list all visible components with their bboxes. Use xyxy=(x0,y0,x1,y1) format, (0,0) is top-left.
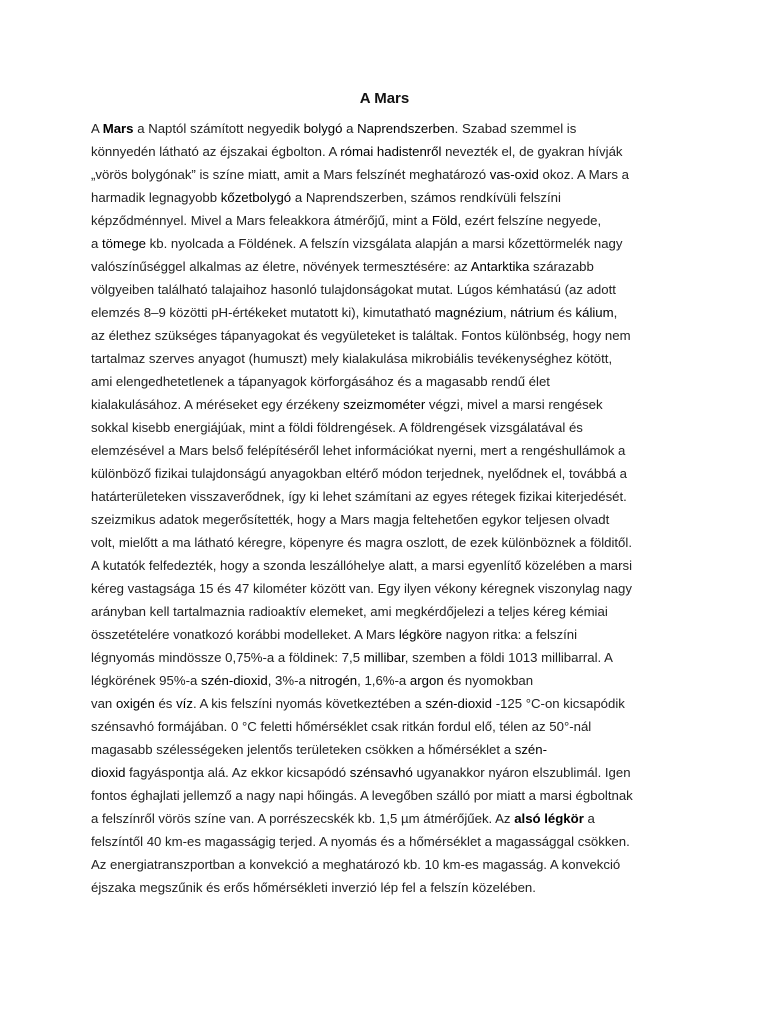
text-line xyxy=(91,531,678,554)
text-line xyxy=(91,255,678,278)
text-segment: légnyomás mindössze 0,75%-a a földinek: 7,5 xyxy=(91,650,364,665)
text-line xyxy=(91,462,678,485)
text-segment: és xyxy=(554,305,576,320)
text-line xyxy=(91,623,678,646)
text-line xyxy=(91,554,678,577)
text-segment: Az energiatranszportban a konvekció a meghatározó kb. 10 km-es magasság. A konvekció xyxy=(91,857,621,872)
text-line xyxy=(91,784,678,807)
text-segment: fontos éghajlati jellemző a nagy napi hőingás. A levegőben szálló por miatt a marsi égboltnak xyxy=(91,788,633,803)
keyword-link[interactable]: tömege xyxy=(102,236,146,251)
text-segment: , xyxy=(613,305,618,320)
text-segment: , szemben a földi 1013 millibarral. A xyxy=(404,650,613,665)
text-line xyxy=(91,876,678,899)
text-line xyxy=(91,439,678,462)
text-segment: a felszínről vörös színe van. A porrészecskék kb. 1,5 µm átmérőjűek. Az xyxy=(91,811,515,826)
text-line xyxy=(91,830,678,853)
text-segment: felszíntől 40 km-es magasságig terjed. A nyomás és a hőmérséklet a magassággal csökken. xyxy=(91,834,630,849)
keyword-link[interactable]: vas-oxid xyxy=(489,167,539,182)
text-line xyxy=(91,347,678,370)
text-line xyxy=(91,278,678,301)
text-line xyxy=(91,393,678,416)
text-segment: sokkal kisebb energiájúak, mint a földi földrengések. A földrengések vizsgálatával és xyxy=(91,420,583,435)
text-segment: harmadik legnagyobb xyxy=(91,190,221,205)
text-segment: ugyanakkor nyáron elszublimál. Igen xyxy=(412,765,631,780)
keyword-link[interactable]: magnézium xyxy=(434,305,503,320)
text-segment: képződménnyel. Mivel a Mars feleakkora átmérőjű, mint a xyxy=(91,213,432,228)
text-line xyxy=(91,209,678,232)
text-line xyxy=(91,761,678,784)
keyword-link[interactable]: dioxid xyxy=(91,765,126,780)
text-segment: és nyomokban xyxy=(443,673,534,688)
text-line xyxy=(91,692,678,715)
text-segment: a xyxy=(342,121,358,136)
keyword-link[interactable]: szén- xyxy=(514,742,547,757)
text-segment: szárazabb xyxy=(529,259,594,274)
keyword-link[interactable]: argon xyxy=(409,673,444,688)
text-line xyxy=(91,738,678,761)
text-line xyxy=(91,416,678,439)
text-segment: nagyon ritka: a felszíni xyxy=(442,627,578,642)
text-segment: végzi, mivel a marsi rengések xyxy=(425,397,603,412)
text-segment: volt, mielőtt a ma látható kéregre, köpenyre és magra oszlott, de ezek különböznek a földitől. xyxy=(91,535,632,550)
text-segment: különböző fizikai tulajdonságú anyagokban eltérő módon terjednek, nyelődnek el, továbbá a xyxy=(91,466,627,481)
text-segment: a xyxy=(583,811,595,826)
text-line xyxy=(91,600,678,623)
text-segment: határterületeken visszaverődnek, így ki lehet számítani az egyes rétegek fizikai kiterjedését. xyxy=(91,489,627,504)
article-body xyxy=(91,117,678,899)
text-segment: „vörös bolygónak” is színe miatt, amit a Mars felszínét meghatározó xyxy=(91,167,490,182)
text-line xyxy=(91,669,678,692)
text-segment: és xyxy=(154,696,177,711)
page-title: A Mars xyxy=(359,90,410,107)
text-line xyxy=(91,715,678,738)
text-segment: . A kis felszíni nyomás következtében a xyxy=(192,696,426,711)
text-segment: éjszaka megszűnik és erős hőmérsékleti inverzió lép fel a felszín közelében. xyxy=(91,880,536,895)
text-segment: elemzésével a Mars belső felépítéséről lehet információkat nyerni, mert a rengéshullámok a xyxy=(91,443,626,458)
text-segment: összetételére vonatkozó korábbi modelleket. A Mars xyxy=(91,627,399,642)
text-segment: , 1,6%-a xyxy=(357,673,410,688)
bold-term: alsó légkör xyxy=(514,811,584,826)
text-line xyxy=(91,370,678,393)
text-line xyxy=(91,186,678,209)
text-segment: -125 °C-on kicsapódik xyxy=(492,696,625,711)
text-line xyxy=(91,646,678,669)
text-segment: valószínűséggel alkalmas az életre, növények termesztésére: az xyxy=(91,259,471,274)
text-segment: A xyxy=(91,121,103,136)
text-segment: elemzés 8–9 közötti pH-értékeket mutatott ki), kimutatható xyxy=(91,305,435,320)
text-segment: a Naprendszerben, számos rendkívüli felszíni xyxy=(291,190,561,205)
keyword-link[interactable]: bolygó xyxy=(303,121,343,136)
text-segment: fagyáspontja alá. Az ekkor kicsapódó xyxy=(125,765,350,780)
text-segment: , 3%-a xyxy=(267,673,310,688)
keyword-link[interactable]: szén-dioxid xyxy=(425,696,493,711)
keyword-link[interactable]: nitrogén xyxy=(309,673,358,688)
keyword-link[interactable]: millibar xyxy=(363,650,405,665)
text-line xyxy=(91,301,678,324)
text-line xyxy=(91,140,678,163)
text-line xyxy=(91,485,678,508)
text-segment: szeizmikus adatok megerősítették, hogy a Mars magja feltehetően egykor teljesen olvadt xyxy=(91,512,610,527)
keyword-link[interactable]: szénsavhó xyxy=(349,765,413,780)
text-line xyxy=(91,577,678,600)
text-line xyxy=(91,232,678,255)
keyword-link[interactable]: szeizmométer xyxy=(343,397,426,412)
keyword-link[interactable]: légköre xyxy=(398,627,443,642)
text-segment: kb. nyolcada a Földének. A felszín vizsgálata alapján a marsi kőzettörmelék nagy xyxy=(146,236,623,251)
text-line xyxy=(91,853,678,876)
bold-term: Mars xyxy=(102,121,134,136)
text-segment: nevezték el, de gyakran hívják xyxy=(441,144,623,159)
text-segment: völgyeiben található talajaihoz hasonló tulajdonságokat mutat. Lúgos kémhatású (az adott xyxy=(91,282,616,297)
text-line xyxy=(91,117,678,140)
text-segment: . Szabad szemmel is xyxy=(454,121,577,136)
keyword-link[interactable]: kálium xyxy=(575,305,614,320)
text-segment: A kutatók felfedezték, hogy a szonda leszállóhelye alatt, a marsi egyenlítő közelében a marsi xyxy=(91,558,632,573)
text-segment: a xyxy=(91,236,102,251)
text-segment: az élethez szükséges tápanyagokat és vegyületeket is találtak. Fontos különbség, hogy nem xyxy=(91,328,631,343)
text-line xyxy=(91,807,678,830)
text-segment: kialakulásához. A méréseket egy érzékeny xyxy=(91,397,344,412)
text-segment: ami elengedhetetlenek a tápanyagok körforgásához és a magasabb rendű élet xyxy=(91,374,550,389)
text-line xyxy=(91,163,678,186)
text-segment: kéreg vastagsága 15 és 47 kilométer között van. Egy ilyen vékony kéregnek viszonylag nagy xyxy=(91,581,632,596)
text-segment: , xyxy=(502,305,511,320)
keyword-link[interactable]: víz xyxy=(176,696,193,711)
text-line xyxy=(91,324,678,347)
keyword-link[interactable]: Föld xyxy=(431,213,458,228)
text-segment: van xyxy=(91,696,116,711)
text-segment: tartalmaz szerves anyagot (humuszt) mely kialakulása mikrobiális tevékenységhez kötött, xyxy=(91,351,613,366)
text-segment: okoz. A Mars a xyxy=(538,167,629,182)
keyword-link[interactable]: oxigén xyxy=(115,696,155,711)
keyword-link[interactable]: Antarktika xyxy=(470,259,530,274)
text-segment: könnyedén látható az éjszakai égbolton. A xyxy=(91,144,341,159)
text-segment: szénsavhó formájában. 0 °C feletti hőmérséklet csak ritkán fordul elő, télen az 50°-nál xyxy=(91,719,592,734)
text-segment: , ezért felszíne negyede, xyxy=(457,213,602,228)
keyword-link[interactable]: nátrium xyxy=(510,305,555,320)
text-segment: légkörének 95%-a xyxy=(91,673,201,688)
keyword-link[interactable]: kőzetbolygó xyxy=(220,190,292,205)
text-line xyxy=(91,508,678,531)
keyword-link[interactable]: szén-dioxid xyxy=(200,673,268,688)
text-segment: a Naptól számított negyedik xyxy=(133,121,304,136)
keyword-link[interactable]: Naprendszerben xyxy=(357,121,455,136)
text-segment: magasabb szélességeken jelentős területeken csökken a hőmérséklet a xyxy=(91,742,515,757)
keyword-link[interactable]: római hadistenről xyxy=(340,144,442,159)
text-segment: arányban kell tartalmaznia radioaktív elemeket, ami megkérdőjelezi a teljes kéreg kémiai xyxy=(91,604,608,619)
